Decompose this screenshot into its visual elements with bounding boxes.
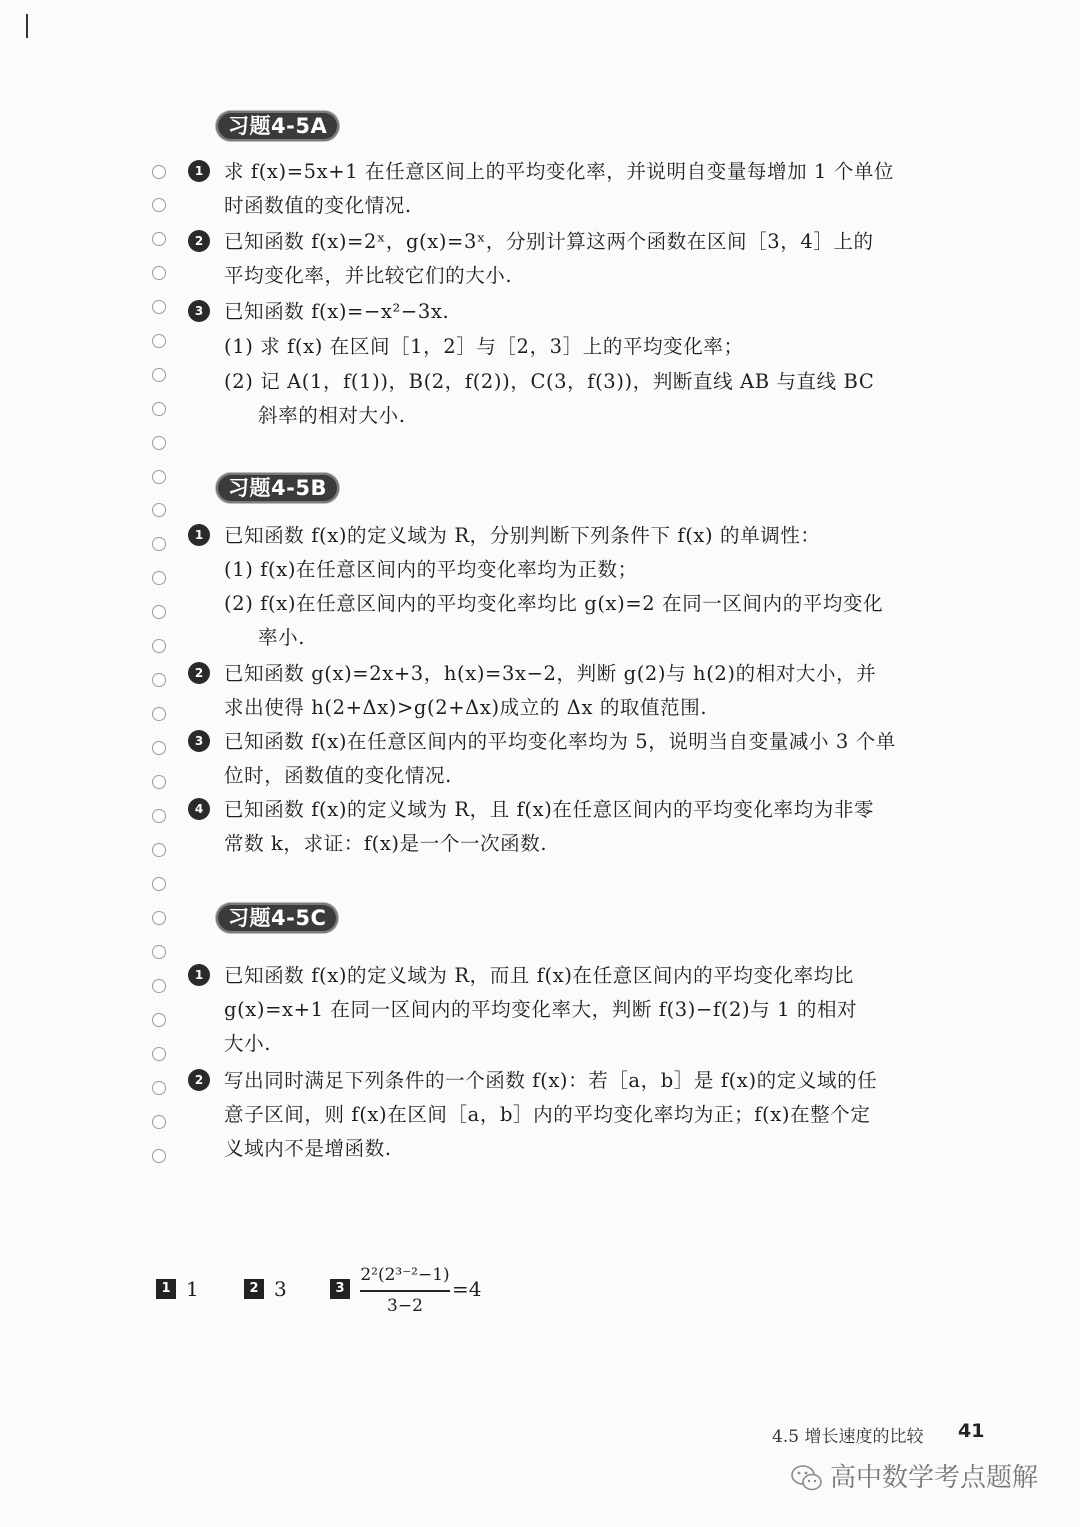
binding-hole — [152, 1149, 166, 1163]
binding-hole — [152, 232, 166, 246]
answer-key-label: 2 — [244, 1279, 264, 1299]
problem-text-line: 义域内不是增函数. — [224, 1137, 392, 1160]
problem-text-line: 常数 k，求证：f(x)是一个一次函数. — [224, 832, 548, 855]
problem-text-line: (1) 求 f(x) 在区间［1，2］与［2，3］上的平均变化率； — [224, 335, 744, 358]
answer-key-label: 1 — [156, 1279, 176, 1299]
problem-b-3 — [188, 725, 963, 795]
answer-key — [150, 1262, 550, 1322]
binding-hole — [152, 741, 166, 755]
fraction-result: =4 — [452, 1277, 482, 1301]
problem-text-line: 已知函数 f(x)在任意区间内的平均变化率均为 5，说明当自变量减小 3 个单 — [224, 730, 896, 753]
binding-hole — [152, 945, 166, 959]
answer-value: 1 — [186, 1277, 199, 1301]
binding-hole — [152, 165, 166, 179]
binding-hole — [152, 300, 166, 314]
problem-text-line: g(x)=x+1 在同一区间内的平均变化率大，判断 f(3)−f(2)与 1 的相对 — [224, 998, 858, 1021]
binding-hole — [152, 368, 166, 382]
problem-text-line: 求 f(x)=5x+1 在任意区间上的平均变化率，并说明自变量每增加 1 个单位 — [224, 160, 895, 183]
binding-hole — [152, 673, 166, 687]
problem-b-4 — [188, 793, 963, 863]
page-number: 41 — [958, 1420, 985, 1442]
binding-hole — [152, 707, 166, 721]
binding-hole — [152, 503, 166, 517]
problem-text-line: (1) f(x)在任意区间内的平均变化率均为正数； — [224, 558, 638, 581]
problem-text-line: 斜率的相对大小. — [258, 404, 406, 427]
problem-c-1 — [188, 959, 963, 1063]
problem-b-1 — [188, 519, 963, 659]
binding-hole — [152, 334, 166, 348]
problem-text-line: 已知函数 f(x)的定义域为 R，分别判断下列条件下 f(x) 的单调性： — [224, 524, 821, 547]
binding-hole — [152, 809, 166, 823]
problem-b-2 — [188, 657, 963, 727]
problem-text-line: 已知函数 g(x)=2x+3，h(x)=3x−2，判断 g(2)与 h(2)的相对大小，并 — [224, 662, 877, 685]
binding-hole — [152, 1081, 166, 1095]
problem-number: 1 — [188, 964, 210, 986]
binding-hole — [152, 1013, 166, 1027]
problem-text-line: 率小. — [258, 626, 305, 649]
binding-hole — [152, 775, 166, 789]
binding-hole — [152, 266, 166, 280]
binding-hole — [152, 537, 166, 551]
problem-text-line: 平均变化率，并比较它们的大小. — [224, 264, 513, 287]
section-banner-c: 习题4-5C — [216, 903, 338, 933]
problem-text-line: 大小. — [224, 1032, 271, 1055]
problem-number: 1 — [188, 160, 210, 182]
problem-text-line: 求出使得 h(2+Δx)>g(2+Δx)成立的 Δx 的取值范围. — [224, 696, 708, 719]
problem-text-line: 已知函数 f(x)的定义域为 R，且 f(x)在任意区间内的平均变化率均为非零 — [224, 798, 875, 821]
section-banner-a: 习题4-5A — [216, 111, 339, 141]
binding-hole — [152, 198, 166, 212]
answer-key-label: 3 — [330, 1279, 350, 1299]
fraction-denominator: 3−2 — [387, 1295, 423, 1316]
binding-hole — [152, 436, 166, 450]
problem-a-3 — [188, 295, 963, 435]
binding-hole — [152, 843, 166, 857]
problem-text-line: 写出同时满足下列条件的一个函数 f(x)：若［a，b］是 f(x)的定义域的任 — [224, 1069, 878, 1092]
binding-hole — [152, 911, 166, 925]
problem-text-line: 已知函数 f(x)的定义域为 R，而且 f(x)在任意区间内的平均变化率均比 — [224, 964, 854, 987]
problem-text-line: 意子区间，则 f(x)在区间［a，b］内的平均变化率均为正；f(x)在整个定 — [224, 1103, 871, 1126]
problem-c-2 — [188, 1064, 963, 1168]
problem-a-1 — [188, 155, 963, 225]
answer-value: 3 — [274, 1277, 287, 1301]
corner-mark — [26, 14, 28, 38]
binding-hole — [152, 605, 166, 619]
answer-fraction — [360, 1262, 450, 1318]
footer-section-title: 4.5 增长速度的比较 — [772, 1427, 924, 1447]
problem-number: 4 — [188, 798, 210, 820]
binding-hole — [152, 979, 166, 993]
problem-number: 2 — [188, 230, 210, 252]
problem-number: 3 — [188, 730, 210, 752]
binding-hole — [152, 877, 166, 891]
problem-a-2 — [188, 225, 963, 295]
binding-hole — [152, 639, 166, 653]
problem-text-line: (2) f(x)在任意区间内的平均变化率均比 g(x)=2 在同一区间内的平均变化 — [224, 592, 884, 615]
binding-hole — [152, 1047, 166, 1061]
watermark-text: 高中数学考点题解 — [830, 1463, 1039, 1493]
fraction-bar — [360, 1290, 450, 1292]
problem-number: 3 — [188, 300, 210, 322]
problem-text-line: 位时，函数值的变化情况. — [224, 764, 452, 787]
binding-hole — [152, 571, 166, 585]
section-banner-b: 习题4-5B — [216, 473, 339, 503]
problem-text-line: 已知函数 f(x)=2ˣ，g(x)=3ˣ，分别计算这两个函数在区间［3，4］上的 — [224, 230, 874, 253]
problem-text-line: 已知函数 f(x)=−x²−3x. — [224, 300, 450, 323]
problem-text-line: 时函数值的变化情况. — [224, 194, 412, 217]
problem-number: 1 — [188, 524, 210, 546]
problem-number: 2 — [188, 1069, 210, 1091]
binding-hole — [152, 470, 166, 484]
fraction-numerator: 2²(2³⁻²−1) — [360, 1265, 450, 1285]
wechat-icon — [790, 1462, 824, 1494]
binding-hole — [152, 402, 166, 416]
problem-number: 2 — [188, 662, 210, 684]
binding-hole — [152, 1115, 166, 1129]
problem-text-line: (2) 记 A(1，f(1))，B(2，f(2))，C(3，f(3))，判断直线 AB 与直线 BC — [224, 370, 875, 393]
